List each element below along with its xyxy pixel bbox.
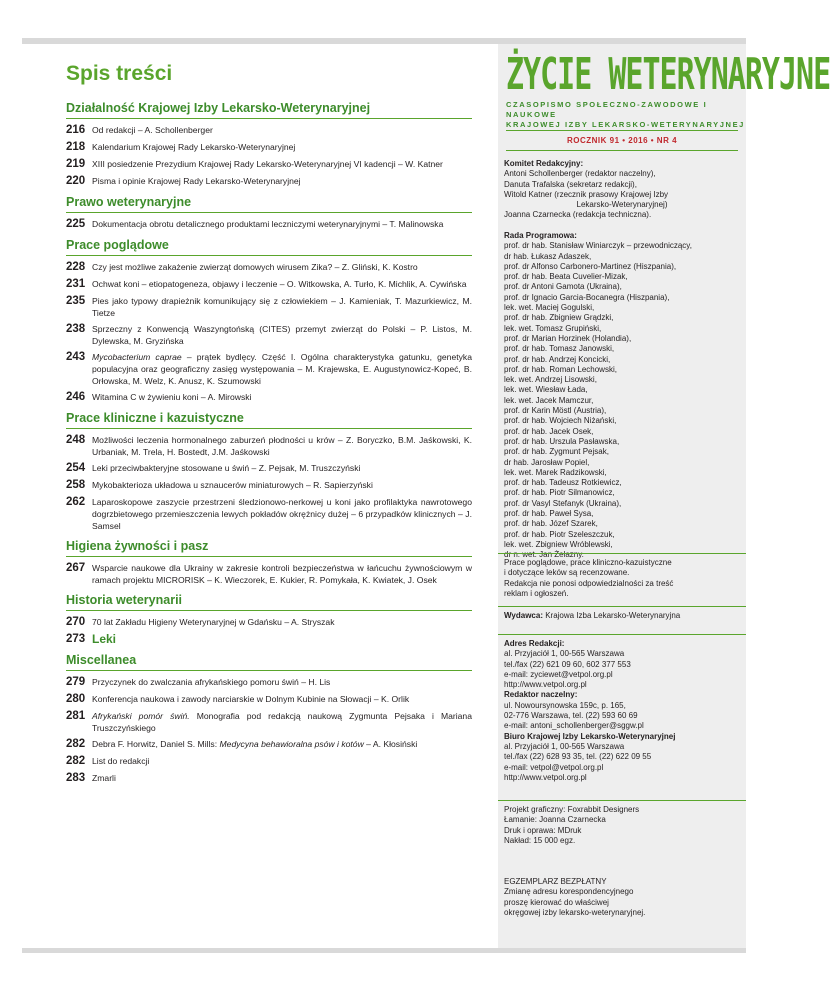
entry-italic: Medycyna behawioralna psów i kotów [219,739,364,749]
entry-text: Przyczynek do zwalczania afrykańskiego pomoru świń – H. Lis [92,677,331,687]
toc-entry [66,632,472,646]
page-number: 218 [66,141,86,153]
page-number: 283 [66,772,86,784]
address-line: http://www.vetpol.org.pl [504,680,587,690]
toc-entry [66,123,472,137]
toc-entry [66,217,472,231]
entry-title [92,433,472,458]
section-heading: Działalność Krajowej Izby Lekarsko-Weterynaryjnej [66,100,472,119]
entry-text: Sprzeczny z Konwencją Waszyngtońską (CITES) przemyt zwierząt do Polski – P. Listos, M. Dylewska, M. Gryzińska [92,324,472,346]
entry-text: Wsparcie naukowe dla Ukrainy w zakresie kontroli bezpieczeństwa w łańcuchu żywnościowym w ramach projektu MICRORISK – K. Wieczorek, E. Kukier, R. Pomykała, K. Kwiatek, J. Osek [92,563,472,585]
toc-entry [66,174,472,188]
note-line: Redakcja nie ponosi odpowiedzialności za treść [504,578,674,588]
toc-entry [66,433,472,458]
toc-entry [66,754,472,768]
committee-line: Danuta Trafalska (sekretarz redakcji), [504,179,637,189]
bottom-rule [22,948,746,953]
table-of-contents [66,60,472,788]
council-member: dr hab. Jarosław Popiel, [504,457,590,467]
entry-text: Od redakcji – A. Schollenberger [92,125,213,135]
page-number: 238 [66,323,86,335]
page-title: Spis treści [66,62,173,85]
entry-title [92,350,472,387]
credit-line: Łamanie: Joanna Czarnecka [504,815,606,825]
council-member: lek. wet. Marek Radzikowski, [504,467,607,477]
entry-title [92,692,472,705]
entry-text: 70 lat Zakładu Higieny Weterynaryjnej w Gdańsku – A. Stryszak [92,617,335,627]
toc-entry [66,461,472,475]
council-member: prof. dr hab. Piotr Szeleszczuk, [504,529,615,539]
entry-title [92,495,472,532]
committee-line: Antoni Schollenberger (redaktor naczelny), [504,169,656,179]
entry-text: List do redakcji [92,756,150,766]
publisher-value: Krajowa Izba Lekarsko-Weterynaryjna [542,611,681,620]
entry-text: Laparoskopowe zaszycie przestrzeni śledzionowo-nerkowej u koni jako profilaktyka nawrotowego dogrzbietowego przemieszczenia lewych pokładów okrężnicy dużej – 6 przypadków klinicznych – J. Samsel [92,497,472,531]
page-number: 243 [66,351,86,363]
page-number: 281 [66,710,86,722]
entry-title [92,754,472,767]
toc-entry [66,771,472,785]
page-number: 258 [66,479,86,491]
council-member: prof. dr Marian Horzinek (Holandia), [504,333,632,343]
publisher [504,611,740,621]
entry-title [92,390,472,403]
note-line: i dotyczące leków są recenzowane. [504,568,630,578]
free-copy-line: Zmianę adresu korespondencyjnego [504,887,634,897]
free-copy-line: EGZEMPLARZ BEZPŁATNY [504,877,607,886]
entry-italic: Mycobacterium caprae [92,352,182,362]
credit-line: Druk i oprawa: MDruk [504,825,582,835]
council-member: prof. dr hab. Stanisław Winiarczyk – przewodniczący, [504,241,692,251]
toc-entry [66,260,472,274]
page-number: 248 [66,434,86,446]
council-member: prof. dr hab. Urszula Pasławska, [504,436,620,446]
section-heading: Prace kliniczne i kazuistyczne [66,410,472,429]
page-number: 282 [66,755,86,767]
entry-text: Pies jako typowy drapieżnik komunikujący się z człowiekiem – J. Kamieniak, T. Mazurkiewicz, M. Tietze [92,296,472,318]
address-line: 02-776 Warszawa, tel. (22) 593 60 69 [504,711,638,721]
address-line: e-mail: antoni_schollenberger@sggw.pl [504,721,644,731]
address-line: tel./fax (22) 621 09 60, 602 377 553 [504,659,631,669]
toc-entry [66,615,472,629]
editorial-committee [504,159,740,221]
committee-label: Komitet Redakcyjny: [504,159,584,168]
page-number: 231 [66,278,86,290]
committee-line: Witold Katner (rzecznik prasowy Krajowej Izby [504,189,669,199]
credit-line: Projekt graficzny: Foxrabbit Designers [504,805,640,814]
entry-text: Leki przeciwbakteryjne stosowane u świń – Z. Pejsak, M. Truszczyński [92,463,361,473]
council-label: Rada Programowa: [504,231,577,240]
page-number: 254 [66,462,86,474]
journal-name: ŻYCIE WETERYNARYJNE [506,49,830,101]
entry-title [92,675,472,688]
council-member: prof. dr hab. Andrzej Koncicki, [504,354,611,364]
council-member: lek. wet. Andrzej Lisowski, [504,375,597,385]
council-member: prof. dr hab. Józef Szarek, [504,519,598,529]
entry-text: – A. Kłosiński [363,739,418,749]
page-number: 225 [66,218,86,230]
toc-entry [66,277,472,291]
council-member: lek. wet. Jacek Mamczur, [504,395,594,405]
page-number: 273 [66,633,86,645]
toc-entry [66,709,472,734]
entry-text: Debra F. Horwitz, Daniel S. Mills: [92,739,220,749]
toc-entry [66,495,472,532]
entry-title [92,709,472,734]
address-line: e-mail: vetpol@vetpol.org.pl [504,762,604,772]
page-number: 282 [66,738,86,750]
entry-title [92,461,472,474]
entry-title [92,561,472,586]
entry-text: Pisma i opinie Krajowej Rady Lekarsko-Weterynaryjnej [92,176,301,186]
council-member: prof. dr Karin Möstl (Austria), [504,406,607,416]
entry-text: Mykobakterioza układowa u sznaucerów miniaturowych – R. Sapierzyński [92,480,373,490]
address-line: tel./fax (22) 628 93 35, tel. (22) 622 09 55 [504,752,652,762]
council-member: lek. wet. Maciej Gogulski, [504,303,595,313]
entry-text: Czy jest możliwe zakażenie zwierząt domowych wirusem Zika? – Z. Gliński, K. Kostro [92,262,418,272]
address-line: al. Przyjaciół 1, 00-565 Warszawa [504,649,625,659]
section-heading: Historia weterynarii [66,592,472,611]
entry-title [92,260,472,273]
entry-title [92,217,472,230]
council-member: prof. dr hab. Tomasz Janowski, [504,344,615,354]
toc-entry [66,294,472,319]
entry-text: Leki [92,632,117,646]
masthead-sidebar [498,44,830,948]
council-member: prof. dr Ignacio Garcia-Bocanegra (Hiszpania), [504,292,670,302]
journal-subtitle [506,100,746,130]
program-council [504,231,740,561]
council-member: lek. wet. Tomasz Grupiński, [504,323,602,333]
entry-text: Kalendarium Krajowej Rady Lekarsko-Weterynaryjnej [92,142,296,152]
council-member: prof. dr Alfonso Carbonero-Martinez (Hiszpania), [504,261,677,271]
note-line: reklam i ogłoszeń. [504,588,569,598]
entry-text: Konferencja naukowa i zawody narciarskie w Dolnym Kubinie na Słowacji – K. Orlik [92,694,410,704]
address-label: Adres Redakcji: [504,639,565,648]
addresses [504,639,740,783]
section-heading: Higiena żywności i pasz [66,538,472,557]
page-number: 267 [66,562,86,574]
free-copy-note [504,877,740,918]
issue-info: ROCZNIK 91 • 2016 • NR 4 [566,136,678,145]
council-member: prof. dr hab. Paweł Sysa, [504,509,594,519]
entry-text: Ochwat koni – etiopatogeneza, objawy i leczenie – O. Witkowska, A. Turło, K. Michlik, A. Cywińska [92,279,467,289]
entry-title [92,737,472,750]
council-member: prof. dr hab. Jacek Osek, [504,426,594,436]
entry-text: Witamina C w żywieniu koni – A. Mirowski [92,392,252,402]
council-member: prof. dr Antoni Gamota (Ukraina), [504,282,622,292]
council-member: prof. dr hab. Zygmunt Pejsak, [504,447,609,457]
entry-title [92,632,472,646]
council-member: lek. wet. Zbigniew Wróblewski, [504,539,613,549]
address-line: http://www.vetpol.org.pl [504,772,587,782]
issue-banner [498,130,746,151]
council-member: prof. dr hab. Beata Cuvelier-Mizak, [504,272,628,282]
toc-entry [66,157,472,171]
council-member: prof. dr hab. Piotr Silmanowicz, [504,488,615,498]
toc-sections [66,100,472,785]
journal-logo [498,44,830,130]
entry-title [92,478,472,491]
subtitle-line: CZASOPISMO SPOŁECZNO-ZAWODOWE I NAUKOWE [506,100,708,119]
section-heading: Miscellanea [66,652,472,671]
note-line: Prace poglądowe, prace kliniczno-kazuistyczne [504,558,672,567]
council-member: prof. dr hab. Zbigniew Grądzki, [504,313,614,323]
page-number: 235 [66,295,86,307]
page-number: 280 [66,693,86,705]
council-member: prof. dr hab. Tadeusz Rotkiewicz, [504,478,622,488]
page-number: 246 [66,391,86,403]
credit-line: Nakład: 15 000 egz. [504,835,576,845]
section-heading: Prawo weterynaryjne [66,194,472,213]
entry-title [92,157,472,170]
entry-italic: Afrykański pomór świń. [92,711,190,721]
entry-text: Zmarli [92,773,116,783]
page-number: 262 [66,496,86,508]
address-label: Biuro Krajowej Izby Lekarsko-Weterynaryjnej [504,731,676,741]
address-label: Redaktor naczelny: [504,690,578,700]
entry-title [92,294,472,319]
committee-line: Joanna Czarnecka (redakcja techniczna). [504,210,652,220]
page-number: 228 [66,261,86,273]
council-member: dr hab. Łukasz Adaszek, [504,251,592,261]
publisher-label: Wydawca: [504,611,543,620]
entry-text: XIII posiedzenie Prezydium Krajowej Rady Lekarsko-Weterynaryjnej VI kadencji – W. Katner [92,159,443,169]
free-copy-line: okręgowej izby lekarsko-weterynaryjnej. [504,907,646,917]
entry-text: – prątek bydlęcy. Część I. Ogólna charakterystyka gatunku, genetyka populacyjna oraz geograficzny zasięg występowania – M. Krajewska, E. Augustynowicz-Kopeć, B. Orłowska, M. Welz, K. Anusz, K. Szumowski [92,352,472,386]
production-credits [504,805,740,846]
page-number: 270 [66,616,86,628]
toc-entry [66,692,472,706]
subtitle-line: KRAJOWEJ IZBY LEKARSKO-WETERYNARYJNEJ [506,120,745,129]
entry-text: Monografia pod redakcją naukową Zygmunta Pejsaka i Mariana Truszczyńskiego [92,711,472,733]
entry-title [92,277,472,290]
toc-entry [66,140,472,154]
entry-title [92,123,472,136]
toc-entry [66,675,472,689]
toc-entry [66,561,472,586]
entry-title [92,771,472,784]
entry-title [92,322,472,347]
entry-text: Dokumentacja obrotu detalicznego produktami leczniczymi weterynaryjnymi – T. Malinowska [92,219,444,229]
council-member: prof. dr hab. Roman Lechowski, [504,364,617,374]
entry-title [92,174,472,187]
section-heading: Prace poglądowe [66,237,472,256]
council-member: dr n. wet. Jan Żelazny. [504,550,584,560]
page-number: 279 [66,676,86,688]
review-note [504,558,740,599]
toc-entry [66,322,472,347]
committee-line: Lekarsko-Weterynaryjnej) [576,200,668,210]
council-member: prof. dr hab. Wojciech Niżański, [504,416,617,426]
toc-entry [66,478,472,492]
toc-entry [66,350,472,387]
council-member: lek. wet. Wiesław Łada, [504,385,588,395]
entry-title [92,615,472,628]
council-member: prof. dr Vasyl Stefanyk (Ukraina), [504,498,622,508]
free-copy-line: proszę kierować do właściwej [504,897,609,907]
address-line: e-mail: zyciewet@vetpol.org.pl [504,669,613,679]
page-number: 216 [66,124,86,136]
page-number: 219 [66,158,86,170]
page-number: 220 [66,175,86,187]
entry-title [92,140,472,153]
entry-text: Możliwości leczenia hormonalnego zaburzeń płodności u krów – Z. Boryczko, B.M. Jaśkowski, K. Urbaniak, M. Trela, H. Bostedt, J.M. Jaśkowski [92,435,472,457]
toc-entry [66,390,472,404]
toc-entry [66,737,472,751]
address-line: al. Przyjaciół 1, 00-565 Warszawa [504,741,625,751]
address-line: ul. Nowoursynowska 159c, p. 165, [504,700,626,710]
